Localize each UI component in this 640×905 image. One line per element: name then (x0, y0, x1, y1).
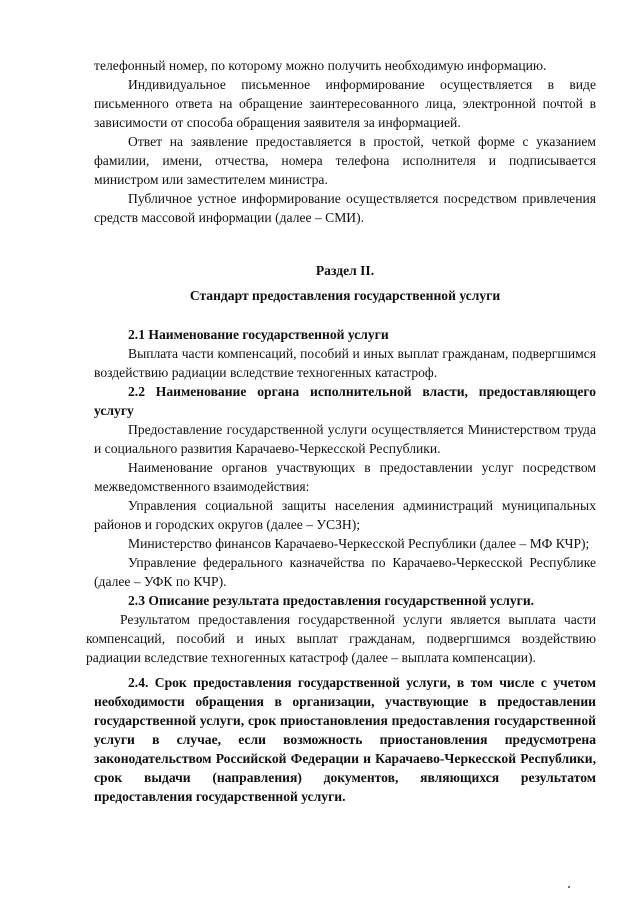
section-subtitle: Стандарт предоставления государственной услуги (189, 288, 501, 303)
scan-speck (568, 886, 570, 888)
subsection-2-1-text: Выплата части компенсаций, пособий и иных выплат гражданам, подвергшимся воздействию радиации вследствие техногенных катастроф. (94, 346, 596, 380)
subsection-2-2-ufk: Управление федерального казначейства по Карачаево-Черкесской Республике (далее – УФК по КЧР). (94, 555, 596, 589)
subsection-2-2-mf: Министерство финансов Карачаево-Черкесской Республики (далее – МФ КЧР); (128, 536, 590, 551)
subsection-2-3-text: Результатом предоставления государственной услуги является выплата части компенсаций, пособий и иных выплат гражданам, подвергшимся воздействию радиации вследствие техногенных катастроф (далее – выплата компенсации). (86, 612, 596, 665)
paragraph-written-info: Индивидуальное письменное информирование осуществляется в виде письменного ответа на обращение заинтересованного лица, электронной почтой в зависимости от способа обращения заявителя за информацией. (94, 77, 596, 130)
section-title: Раздел II. (315, 263, 375, 278)
document-body (86, 56, 596, 806)
section-heading (94, 261, 596, 305)
subsection-2-1-heading: 2.1 Наименование государственной услуги (128, 327, 389, 342)
paragraph-reply-form: Ответ на заявление предоставляется в простой, четкой форме с указанием фамилии, имени, отчества, номера телефона исполнителя и подписывается министром или заместителем министра. (94, 134, 596, 187)
subsection-2-2-uszn: Управления социальной защиты населения администраций муниципальных районов и городских округов (далее – УСЗН); (94, 498, 596, 532)
subsection-2-2-heading: 2.2 Наименование органа исполнительной власти, предоставляющего услугу (94, 384, 596, 418)
subsection-2-4-heading: 2.4. Срок предоставления государственной услуги, в том числе с учетом необходимости обращения в организации, участвующие в предоставлении государственной услуги, срок приостановления предоставления государственной услуги в случае, если возможность приостановления предусмотрена законодательством Российской Федерации и Карачаево-Черкесской Республики, срок выдачи (направления) документов, являющихся результатом предоставления государственной услуги. (94, 675, 596, 804)
paragraph-public-info: Публичное устное информирование осуществляется посредством привлечения средств массовой информации (далее – СМИ). (94, 191, 596, 225)
subsection-2-2-bodies-intro: Наименование органов участвующих в предоставлении услуг посредством межведомственного взаимодействия: (94, 460, 596, 494)
paragraph-contact-phone: телефонный номер, по которому можно получить необходимую информацию. (94, 58, 547, 73)
subsection-2-2-provider: Предоставление государственной услуги осуществляется Министерством труда и социального развития Карачаево-Черкесской Республики. (94, 422, 596, 456)
subsection-2-3-heading: 2.3 Описание результата предоставления государственной услуги. (128, 593, 535, 608)
